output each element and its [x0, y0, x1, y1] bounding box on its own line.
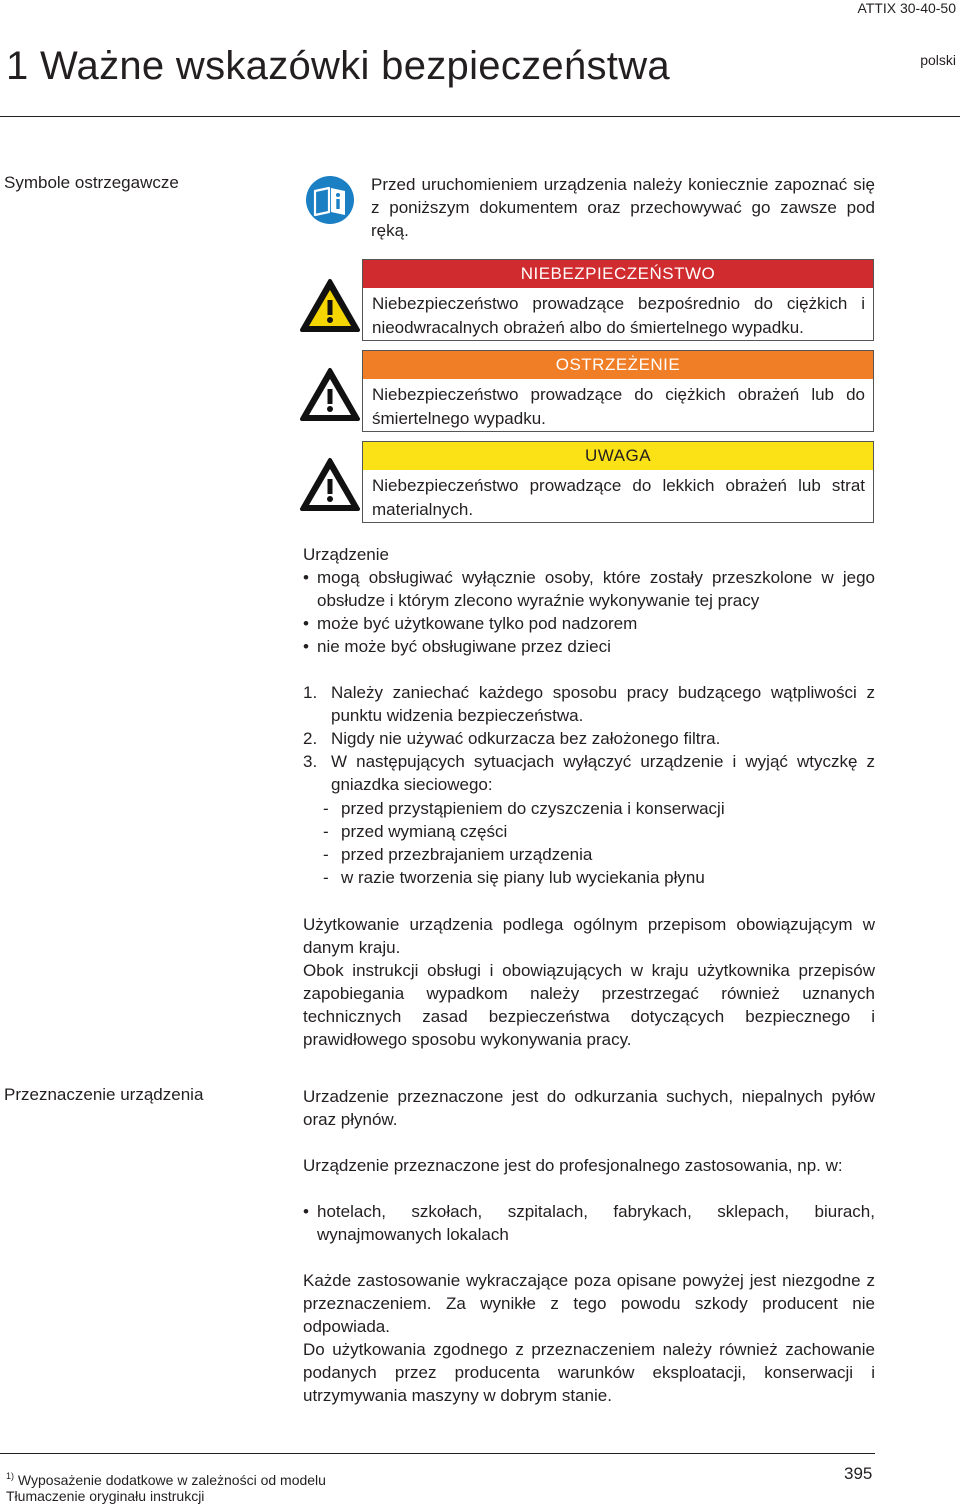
list-item: - w razie tworzenia się piany lub wyciekania płynu [323, 868, 705, 887]
unplug-situations-list [303, 797, 875, 889]
list-item: 1. Należy zaniechać każdego sposobu pracy budzącego wątpliwości z punktu widzenia bezpieczeństwa. [303, 683, 875, 725]
danger-text: Niebezpieczeństwo prowadzące bezpośrednio do ciężkich i nieodwracalnych obrażeń albo do śmiertelnego wypadku. [372, 294, 865, 337]
operating-conditions-paragraph: Do użytkowania zgodnego z przeznaczeniem należy również zachowanie podanych przez producenta warunków eksploatacji, konserwacji i utrzymywania maszyny w dobrym stanie. [303, 1340, 875, 1405]
professional-use-text: Urządzenie przeznaczone jest do profesjonalnego zastosowania, np. w: [303, 1156, 843, 1175]
regulations-paragraph: Użytkowanie urządzenia podlega ogólnym przepisom obowiązującym w danym kraju. [303, 915, 875, 957]
bullet-mark: • [303, 637, 309, 656]
page-number: 395 [844, 1464, 873, 1483]
warning-triangle-icon [299, 457, 361, 513]
dash-mark: - [323, 868, 329, 887]
warning-heading: OSTRZEŻENIE [363, 351, 873, 379]
list-item: • może być użytkowane tylko pod nadzorem [303, 614, 638, 633]
list-item: 3. W następujących sytuacjach wyłączyć urządzenie i wyjąć wtyczkę z gniazdka sieciowego: [303, 752, 875, 794]
dash-mark: - [323, 845, 329, 864]
caution-box [362, 441, 874, 523]
warning-triangle-icon [299, 367, 361, 423]
product-name: ATTIX 30-40-50 [857, 0, 956, 16]
bullet-mark: • [303, 568, 309, 587]
footer-divider [0, 1453, 875, 1454]
list-item: 2. Nigdy nie używać odkurzacza bez założonego filtra. [303, 729, 721, 748]
accident-prevention-paragraph: Obok instrukcji obsługi i obowiązujących w kraju użytkownika przepisów zapobiegania wypadkom należy przestrzegać również uznanych technicznych zasad bezpieczeństwa dotyczących bezpiecznego i prawidłowego sposobu wykonywania pracy. [303, 961, 875, 1049]
safety-steps-list [303, 681, 875, 796]
section-label-warning-symbols: Symbole ostrzegawcze [4, 173, 179, 192]
misuse-paragraph: Każde zastosowanie wykraczające poza opisane powyżej jest niezgodne z przeznaczeniem. Za wynikłe z tego powodu szkody producent nie odpowiada. [303, 1271, 875, 1336]
warning-triangle-icon [299, 278, 361, 334]
header-divider [0, 116, 960, 117]
dash-mark: - [323, 799, 329, 818]
warning-text: Niebezpieczeństwo prowadzące do ciężkich obrażeń lub do śmiertelnego wypadku. [372, 385, 865, 428]
caution-heading: UWAGA [363, 442, 873, 470]
usage-locations-list [303, 1200, 875, 1246]
list-item: • hotelach, szkołach, szpitalach, fabrykach, sklepach, biurach, wynajmowanych lokalach [303, 1202, 875, 1244]
list-item: - przed przezbrajaniem urządzenia [323, 845, 593, 864]
bullet-mark: • [303, 614, 309, 633]
intro-text: Przed uruchomieniem urządzenia należy koniecznie zapoznać się z poniższym dokumentem oraz przechowywać go zawsze pod ręką. [371, 175, 875, 240]
intended-use-text: Urzadzenie przeznaczone jest do odkurzania suchych, niepalnych pyłów oraz płynów. [303, 1087, 875, 1129]
translation-note: Tłumaczenie oryginału instrukcji [6, 1488, 205, 1504]
device-heading: Urządzenie [303, 545, 389, 564]
caution-text: Niebezpieczeństwo prowadzące do lekkich obrażeń lub strat materialnych. [372, 476, 865, 519]
manual-info-icon [306, 176, 354, 224]
list-item: - przed przystąpieniem do czyszczenia i konserwacji [323, 799, 725, 818]
danger-box [362, 259, 874, 341]
danger-heading: NIEBEZPIECZEŃSTWO [363, 260, 873, 288]
section-label-intended-use: Przeznaczenie urządzenia [4, 1085, 204, 1104]
list-item: • nie może być obsługiwane przez dzieci [303, 637, 611, 656]
dash-mark: - [323, 822, 329, 841]
language-label: polski [920, 52, 956, 68]
footnote: $^{1)}$ Wyposażenie dodatkowe w zależności od modelu [6, 1471, 326, 1488]
page-title: 1 Ważne wskazówki bezpieczeństwa [6, 44, 670, 88]
device-rules-list [303, 566, 875, 658]
bullet-mark: • [303, 1202, 309, 1221]
list-item: • mogą obsługiwać wyłącznie osoby, które zostały przeszkolone w jego obsłudze i którym zlecono wyraźnie wykonywanie tej pracy [303, 568, 875, 610]
list-item: - przed wymianą części [323, 822, 508, 841]
warning-box [362, 350, 874, 432]
